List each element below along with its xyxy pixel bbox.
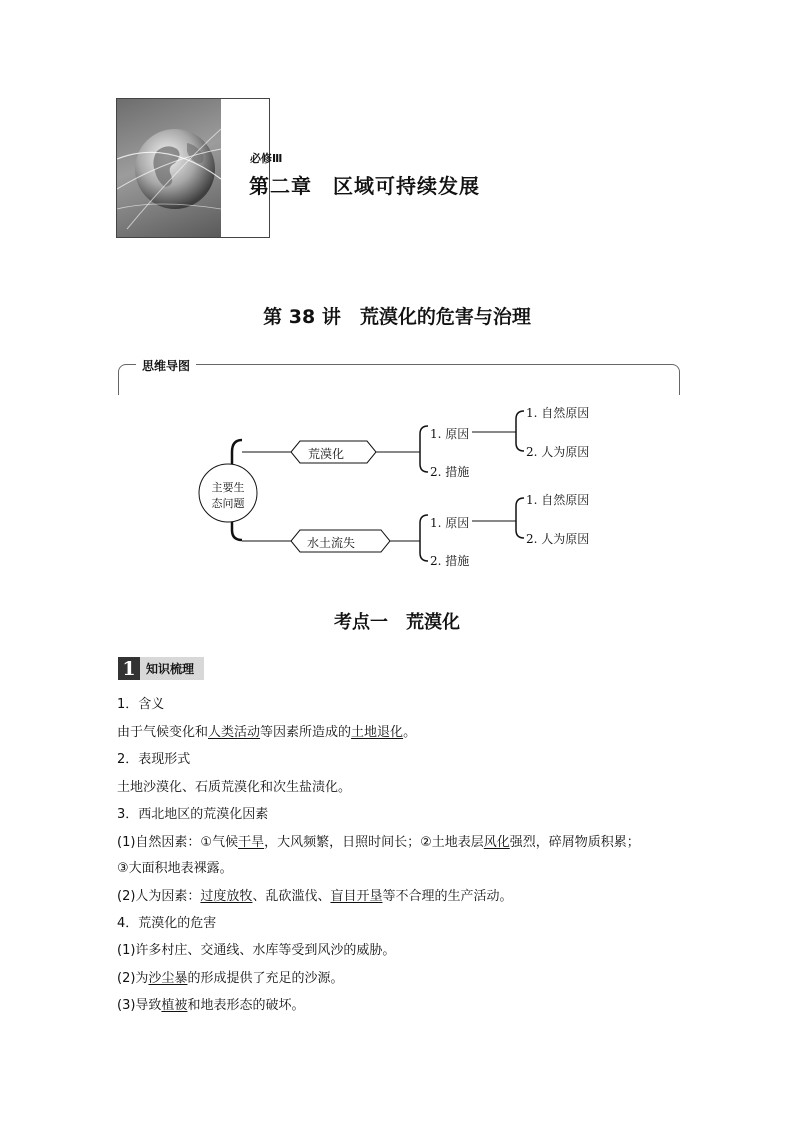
paragraph [117, 888, 512, 906]
text-run: 等因素所造成的 [260, 725, 352, 740]
text-run: (3)导致 [117, 998, 162, 1013]
branch-bracket [420, 426, 428, 472]
measure-label: 2. 措施 [430, 554, 470, 568]
branch-label: 水土流失 [307, 536, 356, 550]
subcause-label: 2. 人为原因 [526, 445, 590, 459]
cause-label: 1. 原因 [430, 427, 470, 441]
text-run: ，大风频繁，日照时间长；②土地表层 [264, 835, 484, 850]
paragraph [117, 860, 233, 878]
heading-harms: 4．荒漠化的危害 [117, 916, 217, 931]
subcause-label: 1. 自然原因 [526, 406, 590, 420]
tag-number: 1 [118, 657, 140, 680]
underlined-term: 人类活动 [208, 725, 261, 740]
subcause-label: 1. 自然原因 [526, 493, 590, 507]
text-run: 和地表形态的破坏。 [187, 998, 305, 1013]
text-run: 的形成提供了充足的沙源。 [187, 971, 344, 986]
text-run: (2)人为因素： [117, 889, 201, 904]
underlined-term: 干旱 [238, 835, 265, 850]
underlined-term: 沙尘暴 [148, 971, 188, 986]
text-run: 、乱砍滥伐、 [252, 889, 331, 904]
paragraph [117, 997, 304, 1015]
knowledge-tag [118, 657, 204, 680]
text-run: 土地沙漠化、石质荒漠化和次生盐渍化。 [117, 780, 352, 795]
measure-label: 2. 措施 [430, 465, 470, 479]
paragraph [117, 724, 416, 742]
center-label-line2: 态问题 [211, 497, 245, 510]
branch-bracket [420, 515, 428, 561]
lecture-title: 第 38 讲 荒漠化的危害与治理 [263, 306, 531, 328]
underlined-term: 盲目开垦 [330, 889, 383, 904]
text-run: 强烈，碎屑物质积累； [509, 835, 640, 850]
underlined-term: 植被 [161, 998, 188, 1013]
text-run: (1)自然因素：①气候 [117, 835, 239, 850]
branch-label: 荒漠化 [308, 447, 345, 461]
section-title: 考点一 荒漠化 [334, 612, 460, 633]
mindmap-label: 思维导图 [136, 357, 196, 374]
underlined-term: 风化 [483, 835, 510, 850]
cause-label: 1. 原因 [430, 516, 470, 530]
text-run: (2)为 [117, 971, 149, 986]
heading-definition: 1．含义 [117, 697, 165, 712]
chapter-title: 第二章 区域可持续发展 [249, 174, 480, 198]
text-run: ③大面积地表裸露。 [117, 861, 233, 876]
heading-forms: 2．表现形式 [117, 752, 191, 767]
heading-factors: 3．西北地区的荒漠化因素 [117, 807, 269, 822]
subcause-label: 2. 人为原因 [526, 532, 590, 546]
paragraph [117, 834, 640, 852]
paragraph [117, 970, 343, 988]
paragraph [117, 779, 351, 797]
underlined-term: 过度放牧 [200, 889, 253, 904]
sub-bracket [516, 498, 524, 538]
chapter-kicker: 必修Ⅲ [250, 152, 283, 165]
underlined-term: 土地退化 [351, 725, 404, 740]
sub-bracket [516, 411, 524, 451]
text-run: (1)许多村庄、交通线、水库等受到风沙的威胁。 [117, 943, 396, 958]
center-node-label [210, 480, 246, 512]
center-label-line1: 主要生 [211, 481, 245, 494]
text-run: 由于气候变化和 [117, 725, 209, 740]
tag-label: 知识梳理 [140, 657, 204, 680]
text-run: 。 [403, 725, 417, 740]
text-run: 等不合理的生产活动。 [382, 889, 513, 904]
paragraph [117, 942, 395, 960]
